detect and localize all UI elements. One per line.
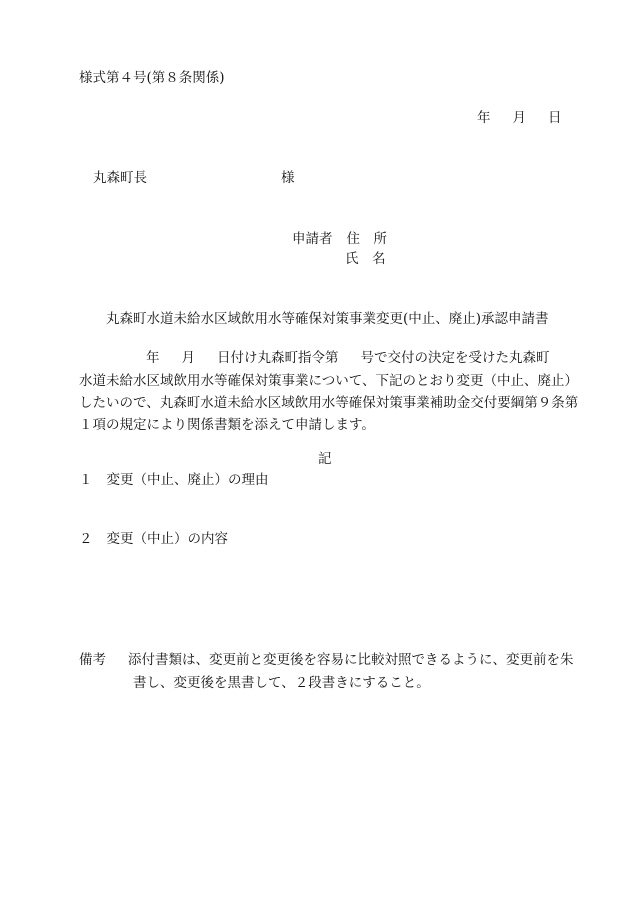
address-label: 住 所 — [346, 231, 387, 247]
note-line-1 — [79, 654, 574, 668]
body-mid: 日付け丸森町指令第 — [217, 350, 339, 366]
form-number: 様式第４号(第８条関係) — [79, 70, 225, 86]
body-line-4: １項の規定により関係書類を添えて申請します。 — [79, 417, 375, 433]
item-text: 変更（中止、廃止）の理由 — [106, 472, 269, 488]
body-line-2: 水道未給水区域飲用水等確保対策事業について、下記のとおり変更（中止、廃止） — [79, 373, 578, 389]
date-month: 月 — [512, 110, 526, 126]
addressee — [93, 172, 295, 186]
item-number: ２ — [79, 531, 93, 547]
name-label: 氏 名 — [345, 251, 386, 267]
date-year: 年 — [477, 110, 491, 126]
note-text-2: 書し、変更後を黒書して、２段書きにすること。 — [133, 675, 430, 691]
applicant-role: 申請者 — [292, 231, 333, 247]
body-year: 年 — [146, 350, 160, 366]
body-line-3: したいので、丸森町水道未給水区域飲用水等確保対策事業補助金交付要綱第９条第 — [79, 395, 579, 411]
note-label: 備考 — [79, 652, 106, 668]
body-line-1 — [146, 352, 550, 366]
body-month: 月 — [181, 350, 195, 366]
applicant-address-line — [292, 233, 387, 247]
date-day: 日 — [548, 110, 562, 126]
item-1 — [79, 474, 269, 488]
addressee-honorific: 様 — [281, 170, 295, 186]
date-line — [477, 112, 562, 126]
item-number: １ — [79, 472, 93, 488]
item-2 — [79, 533, 228, 547]
document-title: 丸森町水道未給水区域飲用水等確保対策事業変更(中止、廃止)承認申請書 — [106, 311, 549, 327]
note-text-1: 添付書類は、変更前と変更後を容易に比較対照できるように、変更前を朱 — [128, 652, 574, 668]
item-text: 変更（中止）の内容 — [106, 531, 228, 547]
addressee-name: 丸森町長 — [93, 170, 147, 186]
body-line-1-end: 号で交付の決定を受けた丸森町 — [360, 350, 550, 366]
ki-heading: 記 — [318, 451, 332, 467]
